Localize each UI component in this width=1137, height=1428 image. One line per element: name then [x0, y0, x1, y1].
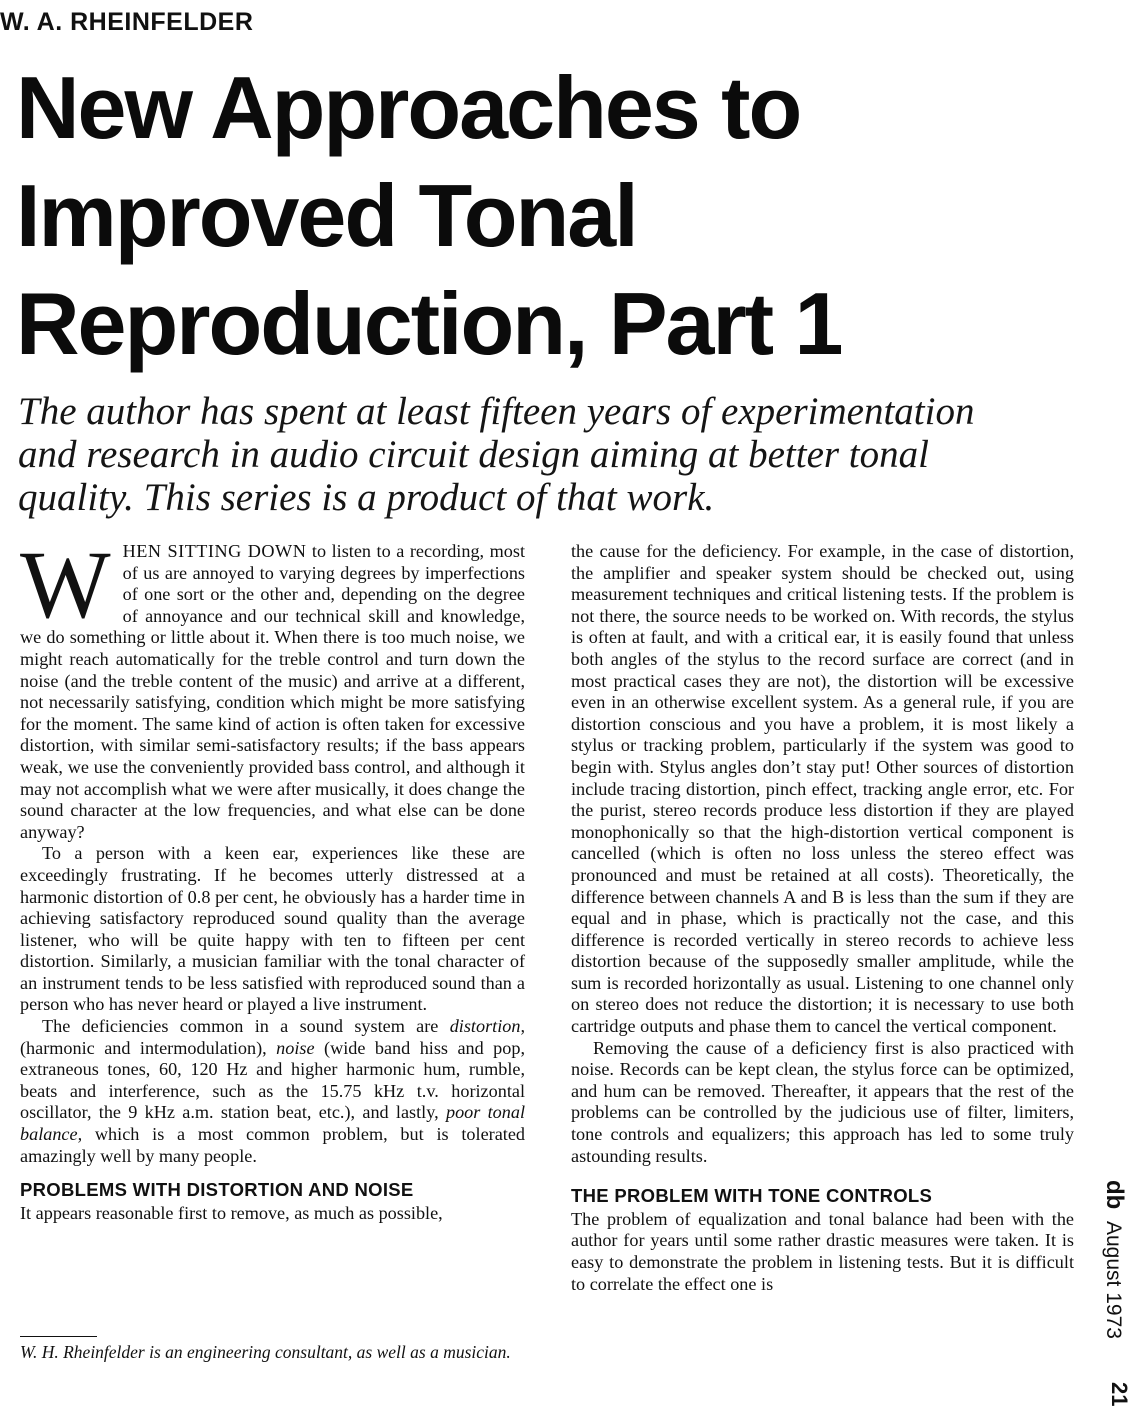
page-number: 21 [1107, 1382, 1132, 1407]
section-heading: PROBLEMS WITH DISTORTION AND NOISE [20, 1179, 414, 1201]
paragraph-text: to listen to a recording, most of us are annoyed to varying degrees by imperfections of one sort or the other and, depending on the degree of annoyance and our technical skill and knowledge, we do something or little about it. When there is too much noise, we might reach automatically for the treble control and turn down the noise (and the treble content of the music) and arrive at a different, not necessarily satisfying, condition which might be more satisfying for the moment. The same kind of action is often taken for excessive distortion, with similar semi-satisfactory results; if the bass appears weak, we use the conveniently provided bass control, and although it may not accomplish what we were after musically, it does change the sound character at the low frequencies, and what else can be done anyway? [20, 541, 526, 842]
emphasis: poor tonal balance, [20, 1102, 525, 1145]
section-heading: THE PROBLEM WITH TONE CONTROLS [571, 1185, 933, 1207]
author-footnote [20, 1336, 525, 1363]
title-line: Improved Tonal [16, 166, 637, 265]
lead-in: HEN SITTING DOWN [122, 541, 307, 561]
author-byline: W. A. RHEINFELDER [0, 8, 254, 36]
emphasis: distortion, [449, 1016, 525, 1037]
title-line: New Approaches to [16, 58, 801, 157]
paragraph: It appears reasonable first to remove, as much as possible, [20, 1202, 443, 1223]
paragraph [20, 531, 526, 843]
left-column [20, 531, 526, 1224]
issue-label [1100, 1180, 1128, 1339]
paragraph: The problem of equalization and tonal balance had been with the author for years until some rather drastic measures were taken. It is easy to demonstrate the problem in listening tests. But it is difficult to correlate the effect one is [571, 1208, 1074, 1294]
article-deck [18, 390, 1058, 519]
right-column [571, 541, 1074, 1295]
paragraph: To a person with a keen ear, experiences like these are exceedingly frustrating. If he becomes utterly distressed at a harmonic distortion of 0.8 per cent, he obviously has a harder time in achieving satisfactory reproduced sound quality than the average listener, who will be quite happy with ten to fifteen per cent distortion. Similarly, a musician familiar with the tonal character of an instrument tends to be less satisfied with reproduced sound than a person who has never heard or played a live instrument. [20, 843, 525, 1015]
paragraph-text: (wide band hiss and pop, extraneous tones, 60, 120 Hz and higher harmonic hum, rumble, beats and interference, such as the 15.75 kHz t.v. horizontal oscillator, the 9 kHz a.m. station beat, etc.), and lastly, [20, 1037, 526, 1123]
magazine-name: db [1101, 1180, 1128, 1210]
paragraph-text: (harmonic and intermodulation), [20, 1037, 277, 1058]
deck-line: quality. This series is a product of that work. [18, 476, 715, 519]
footnote-rule [20, 1336, 97, 1337]
deck-line: The author has spent at least fifteen years of experimentation [18, 390, 975, 433]
issue-date: August 1973 [1102, 1221, 1125, 1339]
paragraph-text: which is a most common problem, but is tolerated amazingly well by many people. [20, 1124, 525, 1166]
paragraph [20, 1016, 525, 1167]
article-title [16, 54, 1056, 378]
title-line: Reproduction, Part 1 [16, 274, 842, 373]
paragraph: the cause for the deficiency. For example, in the case of distortion, the amplifier and speaker system should be checked out, using measurement techniques and critical listening tests. If the problem is not there, the source needs to be worked on. With records, the stylus is often at fault, and with a critical ear, it is easily found that unless both angles of the stylus to the record surface are correct (and in most practical cases they are not), the distortion will be excessive even in an otherwise excellent system. As a general rule, if you are distortion conscious and you have a problem, it is most likely a stylus or tracking problem, particularly if the system was good to begin with. Stylus angles don’t stay put! Other sources of distortion include tracing distortion, pinch effect, tracking angle error, etc. For the purist, stereo records produce less distortion if they are played monophonically so that the high-distortion vertical component is cancelled (which is often no loss unless the stereo effect was pronounced and must be retained at all costs). Theoretically, the difference between channels A and B is less than the sum if they are equal and in phase, which is practically not the case, and this difference is recorded vertically in stereo records to achieve less distortion because of the supposedly smaller amplitude, while the sum is recorded horizontally as usual. Listening to one channel only on stereo does not reduce the distortion; it is necessary to use both cartridge outputs and phase them to cancel the vertical component. [571, 541, 1074, 1037]
deck-line: and research in audio circuit design aiming at better tonal [18, 433, 929, 476]
emphasis: noise [276, 1037, 315, 1058]
paragraph: Removing the cause of a deficiency first is also practiced with noise. Records can be kept clean, the stylus force can be optimized, and hum can be removed. Thereafter, it appears that the rest of the problems can be controlled by the judicious use of filter, limiters, tone controls and equalizers; this approach has led to some truly astounding results. [571, 1037, 1074, 1166]
drop-cap: W [20, 531, 111, 638]
paragraph-text: The deficiencies common in a sound system are [42, 1016, 450, 1037]
footnote-text: W. H. Rheinfelder is an engineering consultant, as well as a musician. [20, 1342, 511, 1362]
